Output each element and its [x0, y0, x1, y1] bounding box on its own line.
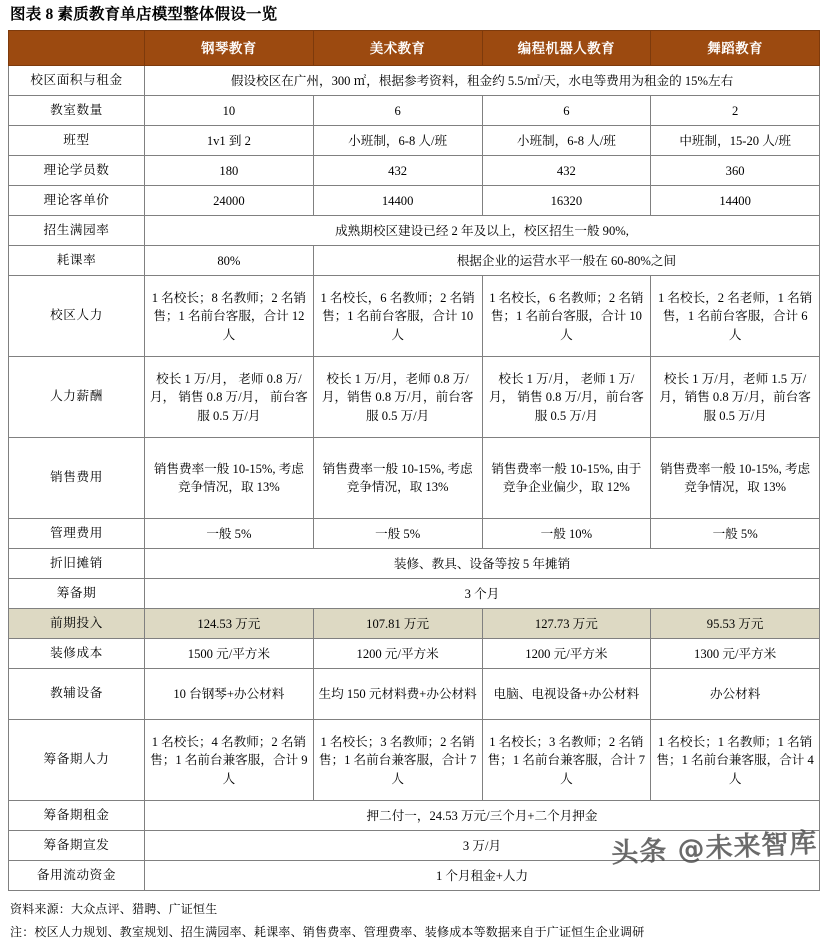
footnote-source: 资料来源：大众点评、猎聘、广证恒生 [10, 902, 218, 917]
header-cell-coding-robot: 编程机器人教育 [482, 31, 651, 66]
row-value-cell: 1v1 到 2 [145, 126, 314, 156]
row-value-cell: 1 名校长；4 名教师；2 名销售；1 名前台兼客服，合计 9 人 [145, 720, 314, 801]
row-value-merged: 1 个月租金+人力 [145, 861, 820, 891]
row-value-merged: 成熟期校区建设已经 2 年及以上，校区招生一般 90%, [145, 216, 820, 246]
row-value-cell: 107.81 万元 [313, 609, 482, 639]
row-value-cell: 1500 元/平方米 [145, 639, 314, 669]
assumptions-table [8, 30, 820, 891]
table-body [9, 66, 820, 891]
row-value-cell: 1 名校长，2 名老师，1 名销售，1 名前台客服，合计 6 人 [651, 276, 820, 357]
row-value-cell: 24000 [145, 186, 314, 216]
row-label: 筹备期人力 [9, 720, 145, 801]
row-value-cell: 180 [145, 156, 314, 186]
row-value-cell: 95.53 万元 [651, 609, 820, 639]
row-value-cell: 1200 元/平方米 [313, 639, 482, 669]
table-row [9, 801, 820, 831]
table-row [9, 831, 820, 861]
row-value-cell: 16320 [482, 186, 651, 216]
row-value-merged: 假设校区在广州，300 ㎡，根据参考资料，租金约 5.5/㎡/天，水电等费用为租金的 15%左右 [145, 66, 820, 96]
row-label: 筹备期 [9, 579, 145, 609]
row-value-cell: 432 [482, 156, 651, 186]
row-value-cell: 1300 元/平方米 [651, 639, 820, 669]
row-value-cell: 1 名校长；3 名教师；2 名销售；1 名前台兼客服，合计 7 人 [482, 720, 651, 801]
row-value-cell: 生均 150 元材料费+办公材料 [313, 669, 482, 720]
row-value-merged: 根据企业的运营水平一般在 60-80%之间 [313, 246, 819, 276]
table-header [9, 31, 820, 66]
table-row [9, 186, 820, 216]
row-value-cell: 销售费率一般 10-15%, 考虑竞争情况，取 13% [313, 438, 482, 519]
row-value-cell: 办公材料 [651, 669, 820, 720]
table-row [9, 549, 820, 579]
table-header-row [9, 31, 820, 66]
row-value-cell: 1 名校长；8 名教师；2 名销售；1 名前台客服，合计 12 人 [145, 276, 314, 357]
row-value-merged: 3 万/月 [145, 831, 820, 861]
row-label: 备用流动资金 [9, 861, 145, 891]
row-label: 校区面积与租金 [9, 66, 145, 96]
row-value-cell: 1 名校长，6 名教师；2 名销售；1 名前台客服，合计 10 人 [482, 276, 651, 357]
page-title: 图表 8 素质教育单店模型整体假设一览 [10, 6, 278, 23]
row-label: 招生满园率 [9, 216, 145, 246]
row-label: 筹备期宣发 [9, 831, 145, 861]
row-label: 筹备期租金 [9, 801, 145, 831]
table-row [9, 438, 820, 519]
row-value-cell: 10 台钢琴+办公材料 [145, 669, 314, 720]
row-value-cell: 6 [313, 96, 482, 126]
row-value-cell: 432 [313, 156, 482, 186]
table-row [9, 669, 820, 720]
table-row [9, 519, 820, 549]
row-value-cell: 一般 5% [651, 519, 820, 549]
row-label: 教室数量 [9, 96, 145, 126]
row-value-cell: 电脑、电视设备+办公材料 [482, 669, 651, 720]
footnote-note: 注：校区人力规划、教室规划、招生满园率、耗课率、销售费率、管理费率、装修成本等数据来自于广证恒生企业调研 [10, 925, 645, 940]
row-label: 理论学员数 [9, 156, 145, 186]
table-row [9, 639, 820, 669]
table-row [9, 861, 820, 891]
table-row [9, 720, 820, 801]
row-value-cell: 6 [482, 96, 651, 126]
row-label: 人力薪酬 [9, 357, 145, 438]
row-label: 理论客单价 [9, 186, 145, 216]
row-label: 折旧摊销 [9, 549, 145, 579]
row-label: 班型 [9, 126, 145, 156]
header-cell-dance: 舞蹈教育 [651, 31, 820, 66]
row-value-cell: 一般 5% [313, 519, 482, 549]
table-row [9, 609, 820, 639]
row-value-cell: 10 [145, 96, 314, 126]
row-value-cell: 80% [145, 246, 314, 276]
row-label: 前期投入 [9, 609, 145, 639]
table-row [9, 579, 820, 609]
row-label: 装修成本 [9, 639, 145, 669]
row-value-cell: 销售费率一般 10-15%, 考虑竞争情况，取 13% [145, 438, 314, 519]
row-value-cell: 127.73 万元 [482, 609, 651, 639]
row-value-cell: 一般 5% [145, 519, 314, 549]
row-value-merged: 3 个月 [145, 579, 820, 609]
row-value-cell: 14400 [651, 186, 820, 216]
row-value-cell: 销售费率一般 10-15%, 考虑竞争情况，取 13% [651, 438, 820, 519]
table-row [9, 156, 820, 186]
row-value-cell: 一般 10% [482, 519, 651, 549]
table-row [9, 357, 820, 438]
row-value-cell: 小班制，6-8 人/班 [482, 126, 651, 156]
row-value-cell: 1 名校长；1 名教师；1 名销售；1 名前台兼客服，合计 4 人 [651, 720, 820, 801]
row-value-cell: 2 [651, 96, 820, 126]
table-row [9, 246, 820, 276]
row-value-cell: 中班制，15-20 人/班 [651, 126, 820, 156]
row-value-merged: 装修、教具、设备等按 5 年摊销 [145, 549, 820, 579]
row-value-cell: 360 [651, 156, 820, 186]
row-value-cell: 校长 1 万/月， 老师 1 万/月， 销售 0.8 万/月，前台客服 0.5 万/月 [482, 357, 651, 438]
row-value-cell: 14400 [313, 186, 482, 216]
row-value-cell: 校长 1 万/月，老师 1.5 万/月，销售 0.8 万/月，前台客服 0.5 万/月 [651, 357, 820, 438]
table-row [9, 216, 820, 246]
row-value-merged: 押二付一，24.53 万元/三个月+二个月押金 [145, 801, 820, 831]
watermark: 头条 @未来智库 [610, 827, 818, 870]
row-label: 销售费用 [9, 438, 145, 519]
row-value-cell: 1 名校长，6 名教师；2 名销售；1 名前台客服，合计 10 人 [313, 276, 482, 357]
row-value-cell: 1 名校长；3 名教师；2 名销售；1 名前台兼客服，合计 7 人 [313, 720, 482, 801]
row-value-cell: 1200 元/平方米 [482, 639, 651, 669]
row-label: 校区人力 [9, 276, 145, 357]
row-value-cell: 小班制，6-8 人/班 [313, 126, 482, 156]
table-row [9, 66, 820, 96]
row-value-cell: 校长 1 万/月，老师 0.8 万/月，销售 0.8 万/月，前台客服 0.5 万/月 [313, 357, 482, 438]
row-value-cell: 校长 1 万/月， 老师 0.8 万/月， 销售 0.8 万/月， 前台客服 0.5 万/月 [145, 357, 314, 438]
table-row [9, 126, 820, 156]
row-label: 耗课率 [9, 246, 145, 276]
table-row [9, 96, 820, 126]
row-label: 教辅设备 [9, 669, 145, 720]
header-cell-piano: 钢琴教育 [145, 31, 314, 66]
row-value-cell: 销售费率一般 10-15%, 由于竞争企业偏少，取 12% [482, 438, 651, 519]
table-row [9, 276, 820, 357]
row-label: 管理费用 [9, 519, 145, 549]
footnotes [8, 891, 819, 944]
header-cell-art: 美术教育 [313, 31, 482, 66]
row-value-cell: 124.53 万元 [145, 609, 314, 639]
header-cell-corner [9, 31, 145, 66]
